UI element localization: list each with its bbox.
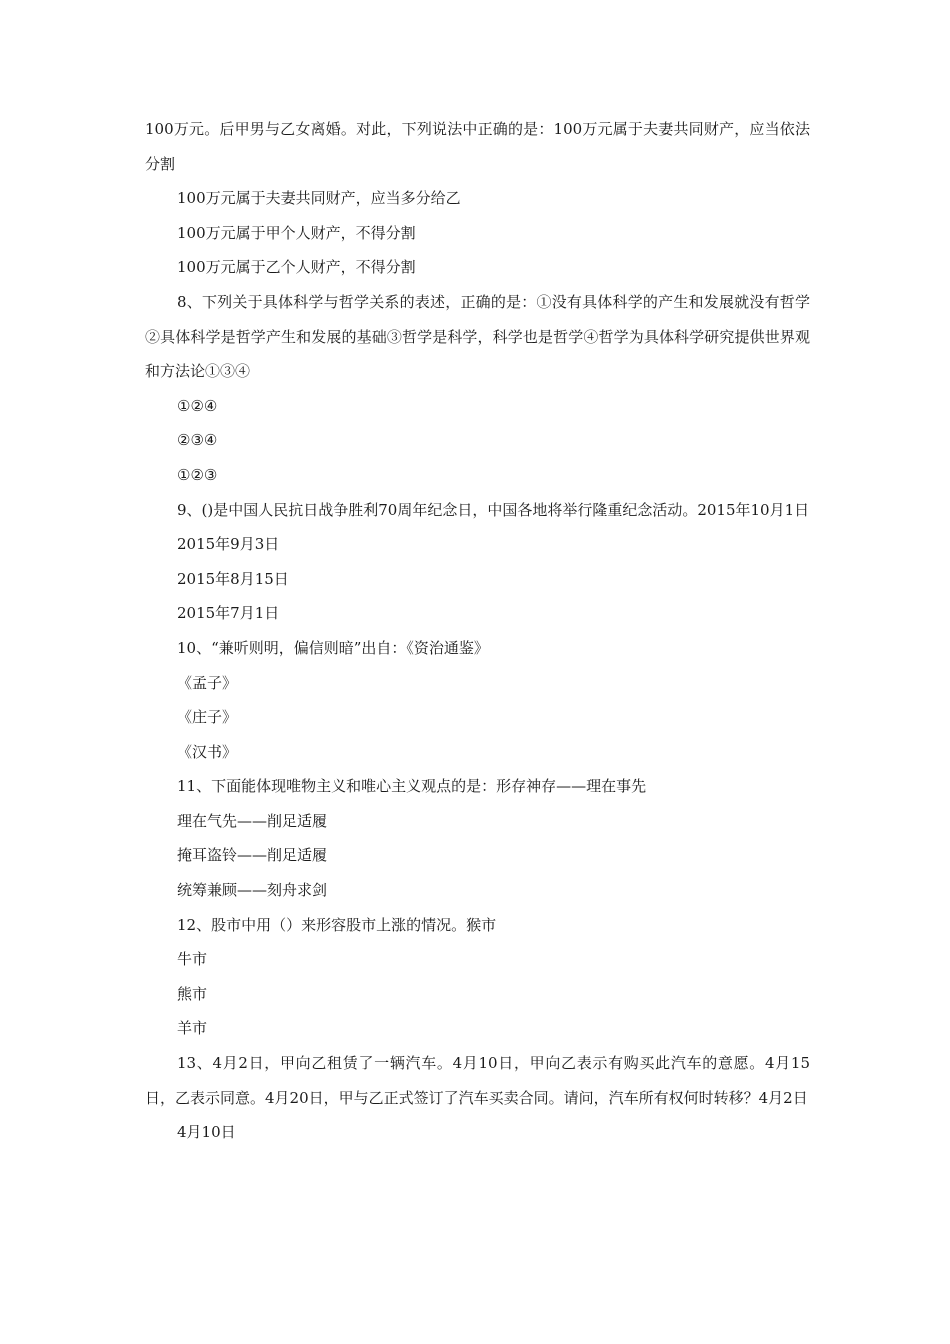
option-13-1: 4月10日 — [177, 1123, 236, 1142]
question-10-text: 10、“兼听则明，偏信则暗”出自：《资治通鉴》 — [177, 638, 489, 657]
option-9-1: 2015年9月3日 — [177, 535, 280, 554]
question-12-text: 12、股市中用（）来形容股市上涨的情况。猴市 — [177, 915, 497, 934]
document-body — [145, 112, 810, 1150]
option-12-2: 熊市 — [177, 984, 208, 1003]
question-13-text: 13、4月2日，甲向乙租赁了一辆汽车。4月10日，甲向乙表示有购买此汽车的意愿。4月15日，乙表示同意。4月20日，甲与乙正式签订了汽车买卖合同。请问，汽车所有权何时转移？4月2日 — [145, 1054, 810, 1107]
option-8-3: ①②③ — [177, 465, 218, 484]
option-10-3: 《汉书》 — [177, 742, 238, 761]
option-10-1: 《孟子》 — [177, 673, 238, 692]
option-10-2: 《庄子》 — [177, 708, 238, 727]
question-11-text: 11、下面能体现唯物主义和唯心主义观点的是：形存神存——理在事先 — [177, 777, 647, 796]
option-8-2: ②③④ — [177, 431, 218, 450]
option-11-2: 掩耳盗铃——削足适履 — [177, 846, 328, 865]
option-intro-2: 100万元属于甲个人财产，不得分割 — [177, 223, 416, 242]
option-intro-3: 100万元属于乙个人财产，不得分割 — [177, 258, 416, 277]
question-intro-text: 100万元。后甲男与乙女离婚。对此，下列说法中正确的是：100万元属于夫妻共同财产，应当依法分割 — [145, 120, 810, 173]
question-8-text: 8、下列关于具体科学与哲学关系的表述，正确的是：①没有具体科学的产生和发展就没有哲学②具体科学是哲学产生和发展的基础③哲学是科学，科学也是哲学④哲学为具体科学研究提供世界观和方法论①③④ — [145, 292, 810, 381]
option-8-1: ①②④ — [177, 396, 218, 415]
option-9-3: 2015年7月1日 — [177, 604, 280, 623]
option-11-3: 统筹兼顾——刻舟求剑 — [177, 881, 328, 900]
option-11-1: 理在气先——削足适履 — [177, 811, 328, 830]
option-12-1: 牛市 — [177, 950, 208, 969]
option-12-3: 羊市 — [177, 1019, 208, 1038]
option-intro-1: 100万元属于夫妻共同财产，应当多分给乙 — [177, 189, 461, 208]
option-9-2: 2015年8月15日 — [177, 569, 289, 588]
question-9-text: 9、()是中国人民抗日战争胜利70周年纪念日，中国各地将举行隆重纪念活动。2015年10月1日 — [177, 500, 810, 519]
